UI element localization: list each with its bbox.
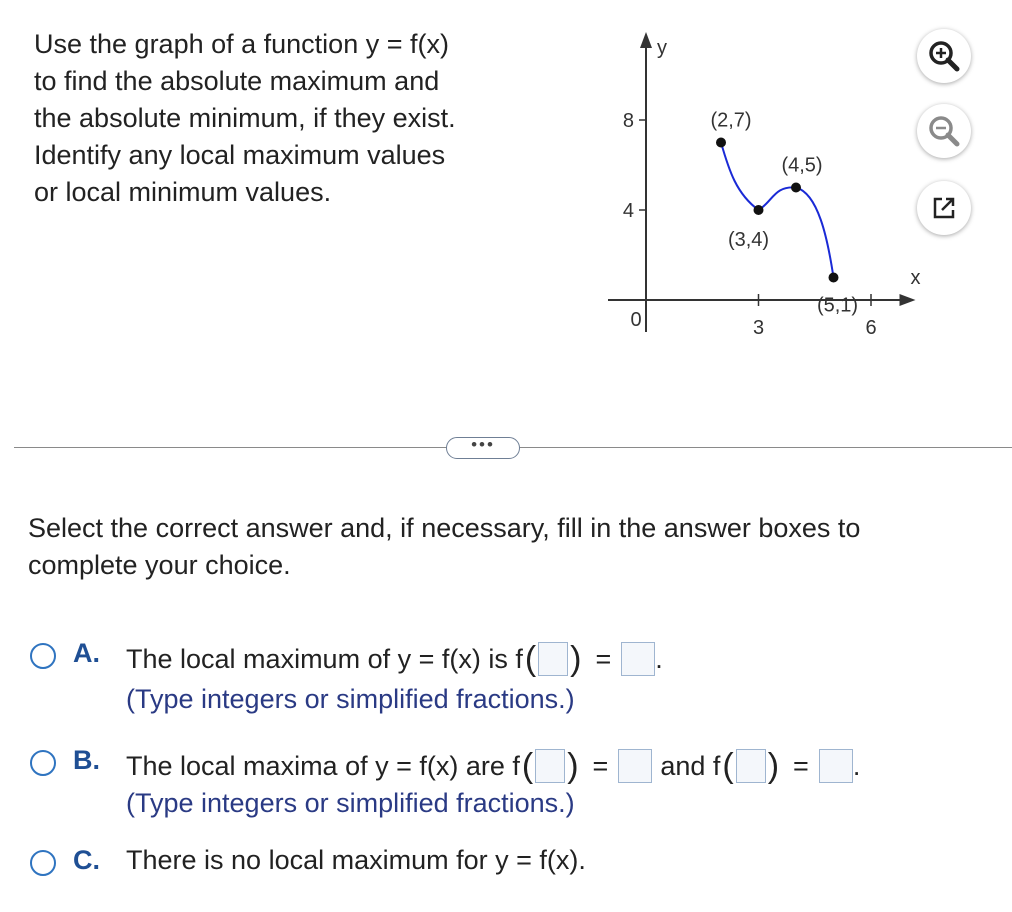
option-a-value-input[interactable]: [621, 642, 655, 676]
option-b-value1-input[interactable]: [618, 749, 652, 783]
open-paren: (: [524, 640, 537, 678]
option-b-value2-input[interactable]: [819, 749, 853, 783]
period: .: [655, 643, 663, 674]
period: .: [852, 750, 861, 781]
question-line: or local minimum values.: [34, 177, 332, 207]
close-paren: ): [567, 747, 579, 785]
equals-sign: =: [592, 750, 609, 781]
y-axis-arrow: [640, 32, 652, 48]
question-line: to find the absolute maximum and: [34, 66, 440, 96]
more-dots: •••: [471, 435, 495, 454]
equals-sign: =: [793, 750, 809, 781]
x-tick-label: 6: [865, 317, 877, 339]
option-a-statement: [126, 640, 663, 678]
data-point: [829, 273, 839, 283]
close-paren: ): [767, 747, 780, 785]
option-b-radio[interactable]: [30, 750, 56, 776]
x-axis-label: x: [910, 267, 921, 289]
point-label: (3,4): [727, 229, 770, 251]
y-tick-label: 8: [622, 110, 634, 132]
option-b-x1-input[interactable]: [535, 749, 565, 783]
data-point: [716, 138, 726, 148]
instructions-text: Select the correct answer and, if necessary, fill in the answer boxes to complete your choice.: [28, 513, 861, 580]
option-b-letter: B.: [73, 745, 100, 775]
question-line: Identify any local maximum values: [34, 140, 446, 170]
point-label: (2,7): [710, 109, 752, 132]
data-point: [754, 205, 764, 215]
option-c-statement: [126, 845, 586, 876]
external-link-icon: [929, 193, 959, 223]
zoom-out-icon: [927, 114, 961, 148]
option-b-hint: (Type integers or simplified fractions.): [126, 788, 575, 818]
point-label: (5,1): [816, 294, 859, 317]
option-a-hint: (Type integers or simplified fractions.): [126, 684, 575, 714]
option-a-x-input[interactable]: [538, 642, 568, 676]
y-axis-label: y: [657, 37, 667, 59]
open-paren: (: [722, 747, 734, 785]
close-paren: ): [570, 640, 582, 678]
more-button[interactable]: [446, 437, 520, 459]
origin-label: 0: [630, 309, 642, 331]
zoom-in-icon: [927, 39, 961, 73]
option-a-text: The local maximum of y = f(x) is f: [126, 643, 523, 674]
option-b-statement: [126, 747, 860, 785]
option-c-radio[interactable]: [30, 850, 56, 876]
option-b-and-text: and f: [660, 750, 721, 781]
zoom-out-button[interactable]: [917, 104, 971, 158]
option-c-letter: C.: [73, 845, 100, 875]
question-line: Use the graph of a function y = f(x): [34, 29, 449, 59]
zoom-in-button[interactable]: [917, 29, 971, 83]
option-c-text: There is no local maximum for y = f(x).: [126, 845, 586, 875]
y-tick-label: 4: [622, 200, 634, 222]
function-graph: [590, 30, 921, 350]
data-point: [791, 183, 801, 193]
option-b-x2-input[interactable]: [736, 749, 766, 783]
equals-sign: =: [595, 643, 612, 674]
point-label: (4,5): [781, 154, 823, 177]
x-axis-arrow: [900, 294, 916, 306]
option-a-radio[interactable]: [30, 643, 56, 669]
popout-button[interactable]: [917, 181, 971, 235]
question-text: [34, 26, 514, 211]
x-tick-label: 3: [752, 317, 765, 339]
option-b-text: The local maxima of y = f(x) are f: [126, 750, 520, 781]
option-a-letter: A.: [73, 638, 100, 668]
question-line: the absolute minimum, if they exist.: [34, 103, 456, 133]
open-paren: (: [521, 747, 534, 785]
